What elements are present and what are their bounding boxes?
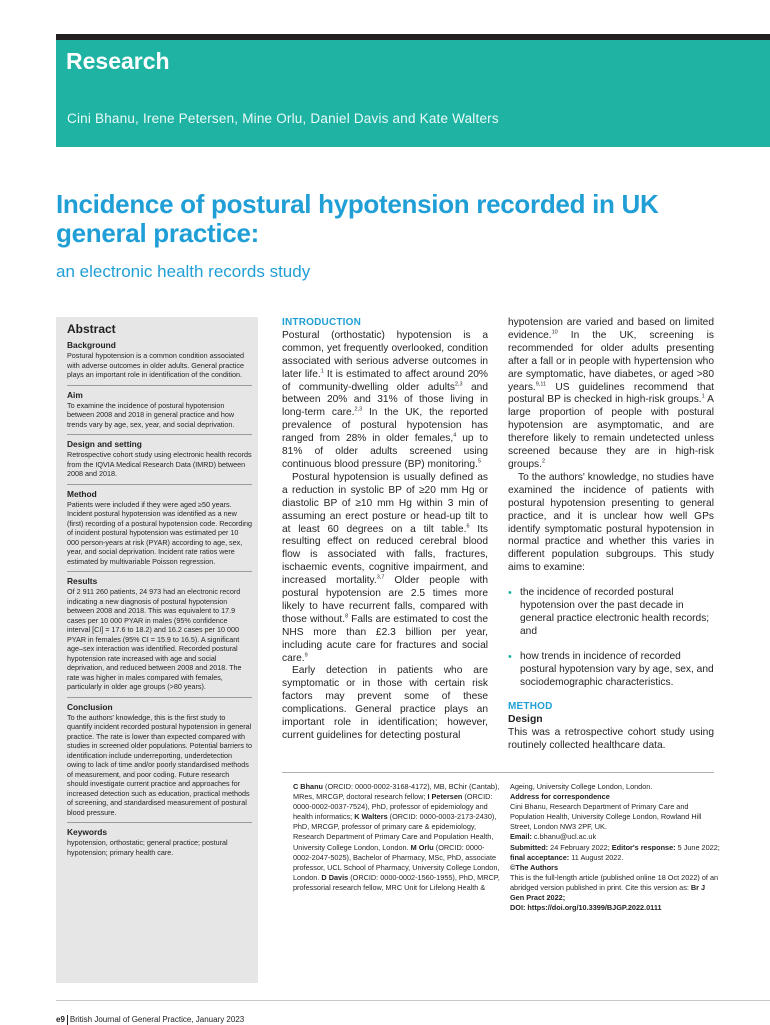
abstract-text: hypotension, orthostatic; general practice; postural hypotension; primary health care. (67, 838, 228, 857)
abstract-heading: Background (67, 340, 116, 350)
citation-note: This is the full-length article (published online 18 Oct 2022) of an abridged version published in print. Cite this version as: Br J Gen Pract 2022; (510, 872, 719, 903)
abstract-conclusion (67, 702, 252, 824)
abstract-text: Retrospective cohort study using electronic health records from the IQVIA Medical Research Data (IMRD) between 2008 and 2018. (67, 450, 252, 478)
abstract-box (56, 317, 258, 983)
intro-paragraph-4: hypotension are varied and based on limited evidence.$^{10}$ In the UK, screening is recommended for older adults presenting after a fall or in people with hypertension who are symptomatic, have diabetes, or aged >80 years.$^{9,11}$ US guidelines recommend that postural BP is checked in high-risk groups.$^1$ A large proportion of people with postural hypotension are asymptomatic, and are therefore likely to remain undetected unless screened because they are in high-risk groups.$^2$ (508, 317, 714, 470)
abstract-aim (67, 390, 252, 436)
intro-paragraph-2: Postural hypotension is usually defined as a reduction in systolic BP of ≥20 mm Hg or diastolic BP of ≥10 mm Hg within 3 min of assuming an erect posture or head-up tilt to at least 60 degrees on a tilt table.$^6$ Its resulting effect on reduced cerebral blood flow is associated with falls, fractures, ischaemic events, cognitive impairment, and increased mortality.$^{3,7}$ Older people with postural hypotension are 2.5 times more likely to have recurrent falls, compared with those without.$^8$ Falls are estimated to cost the NHS more than £2.3 billion per year, including acute care for fractures and social care.$^9$ (282, 471, 488, 664)
abstract-text: Postural hypotension is a common condition associated with adverse outcomes in older adults. General practice plays an important role in identification of the condition. (67, 351, 244, 379)
abstract-heading: Method (67, 488, 97, 499)
submission-dates: Submitted: 24 February 2022; Editor's response: 5 June 2022; final acceptance: 11 August 2022. (510, 842, 720, 862)
doi-line[interactable]: DOI: https://doi.org/10.3399/BJGP.2022.0111 (510, 903, 662, 913)
method-heading: METHOD (508, 701, 553, 713)
journal-name: British Journal of General Practice, January 2023 (69, 1015, 245, 1025)
page-number: e9 (56, 1015, 65, 1025)
abstract-title: Abstract (67, 322, 116, 336)
abstract-keywords (67, 827, 252, 862)
abstract-heading: Aim (67, 389, 83, 400)
abstract-heading: Design and setting (67, 439, 142, 449)
body-column-2 (508, 317, 714, 753)
section-label: Research (66, 48, 170, 74)
author-list: Cini Bhanu, Irene Petersen, Mine Orlu, Daniel Davis and Kate Walters (67, 111, 499, 126)
abstract-heading: Keywords (67, 827, 108, 837)
abstract-heading: Results (67, 576, 98, 586)
footer-divider (56, 1000, 770, 1001)
affiliation-divider (282, 772, 714, 773)
aims-list-item: • the incidence of recorded postural hypotension over the past decade in general practice electronic health records; and (508, 587, 714, 639)
intro-paragraph-3: Early detection in patients who are symptomatic or in those with certain risk factors may prevent some of these complications. General practice plays an important role in identification; however, current guidelines for detecting postural (282, 665, 488, 741)
aims-list (508, 587, 714, 689)
abstract-results (67, 576, 252, 698)
correspondence-heading: Address for correspondence (510, 792, 610, 802)
abstract-text: To examine the incidence of postural hypotension between 2008 and 2018 in general practice and how trends vary by age, sex, year, and social deprivation. (67, 400, 235, 429)
affiliations-column-2 (510, 782, 720, 913)
abstract-text: Of 2 911 260 patients, 24 973 had an electronic record indicating a new diagnosis of postural hypotension between 2008 and 2018. This was equivalent to 17.9 cases per 10 000 PYAR in males (95% confidence interval [CI] = 17.6 to 18.2) and 16.2 cases per 10 000 PYAR in females (95% CI = 15.9 to 16.5). A significant age–sex interaction was identified. Recorded postural hypotension rate increased with age and social deprivation, and reduced between 2008 and 2018. The rate was higher in males compared with females, particularly in older age groups (>80 years). (67, 587, 242, 691)
affiliations-column-1 (293, 782, 503, 893)
article-title: Incidence of postural hypotension recorded in UK general practice: (56, 189, 659, 248)
header-banner (56, 40, 770, 147)
abstract-background (67, 340, 252, 386)
abstract-text: Patients were included if they were aged ≥50 years. Incident postural hypotension was identified as a new (first) recording of a postural hypotension code. Recording of incident postural hypotension was estimated per 10 000 person-years at risk (PYAR) according to age, sex, year, and social deprivation. Incident rate ratios were estimated by multivariable Poisson regression. (67, 499, 252, 566)
abstract-design (67, 439, 252, 485)
copyright-line: ©The Authors (510, 862, 559, 872)
abstract-text: To the authors' knowledge, this is the first study to quantify incident recorded postural hypotension in general practice. The rate is lower than expected compared with studies in screened older populations. Potential barriers to identification include underreporting, underdetection owing to lack of time and/or poorly standardised methods of measurement, and poor coding. Future research should investigate current practice and approaches for increased detection such as education, practical methods of screening, and standardised measurement of postural blood pressure. (67, 712, 252, 817)
intro-paragraph-5: To the authors' knowledge, no studies have examined the incidence of patients with postural hypotension presenting to general practice, and it is unclear how well GPs identify symptomatic postural hypotension in normal practice and whether this varies in different population subgroups. This study aims to examine: (508, 471, 714, 574)
introduction-heading: INTRODUCTION (282, 317, 362, 328)
author-affiliations: C Bhanu (ORCID: 0000-0002-3168-4172), MB, BChir (Cantab), MRes, MRCGP, doctoral research fellow; I Petersen (ORCID: 0000-0002-0037-7524), PhD, professor of epidemiology and health informatics; K Walters (ORCID: 0000-0003-2173-2430), PhD, MRCGP, professor of primary care & epidemiology, Research Department of Primary Care and Population Health, University College London, London. M Orlu (ORCID: 0000-0002-2047-5025), Bachelor of Pharmacy, MSc, PhD, associate professor, UCL School of Pharmacy, University College London, London. D Davis (ORCID: 0000-0002-1560-1955), PhD, MRCP, professorial research fellow, MRC Unit for Lifelong Health & (293, 782, 500, 892)
article-subtitle: an electronic health records study (56, 262, 311, 281)
correspondence-address: Cini Bhanu, Research Department of Primary Care and Population Health, University College London, Rowland Hill Street, London NW3 2PF, UK. (510, 802, 702, 832)
abstract-heading: Conclusion (67, 701, 113, 712)
design-paragraph: This was a retrospective cohort study using routinely collected healthcare data. (508, 727, 714, 752)
aims-list-item: • how trends in incidence of recorded postural hypotension vary by age, sex, and sociodemographic characteristics. (508, 651, 714, 690)
design-subheading: Design (508, 714, 543, 726)
email-line: Email: c.bhanu@ucl.ac.uk (510, 832, 597, 842)
abstract-method (67, 489, 252, 573)
body-column-1 (282, 317, 488, 743)
intro-paragraph-1: Postural (orthostatic) hypotension is a common, yet frequently overlooked, condition associated with serious adverse outcomes in later life.$^1$ It is estimated to affect around 20% of community-dwelling older adults$^{2,3}$ and between 20% and 31% of those living in long-term care.$^{2,3}$ In the UK, the reported prevalence of postural hypotension has ranged from 28% in older females,$^4$ up to 81% of older adults screened using continuous blood pressure (BP) monitoring.$^5$ (282, 329, 489, 470)
affiliation-continued: Ageing, University College London, London. (510, 782, 653, 791)
